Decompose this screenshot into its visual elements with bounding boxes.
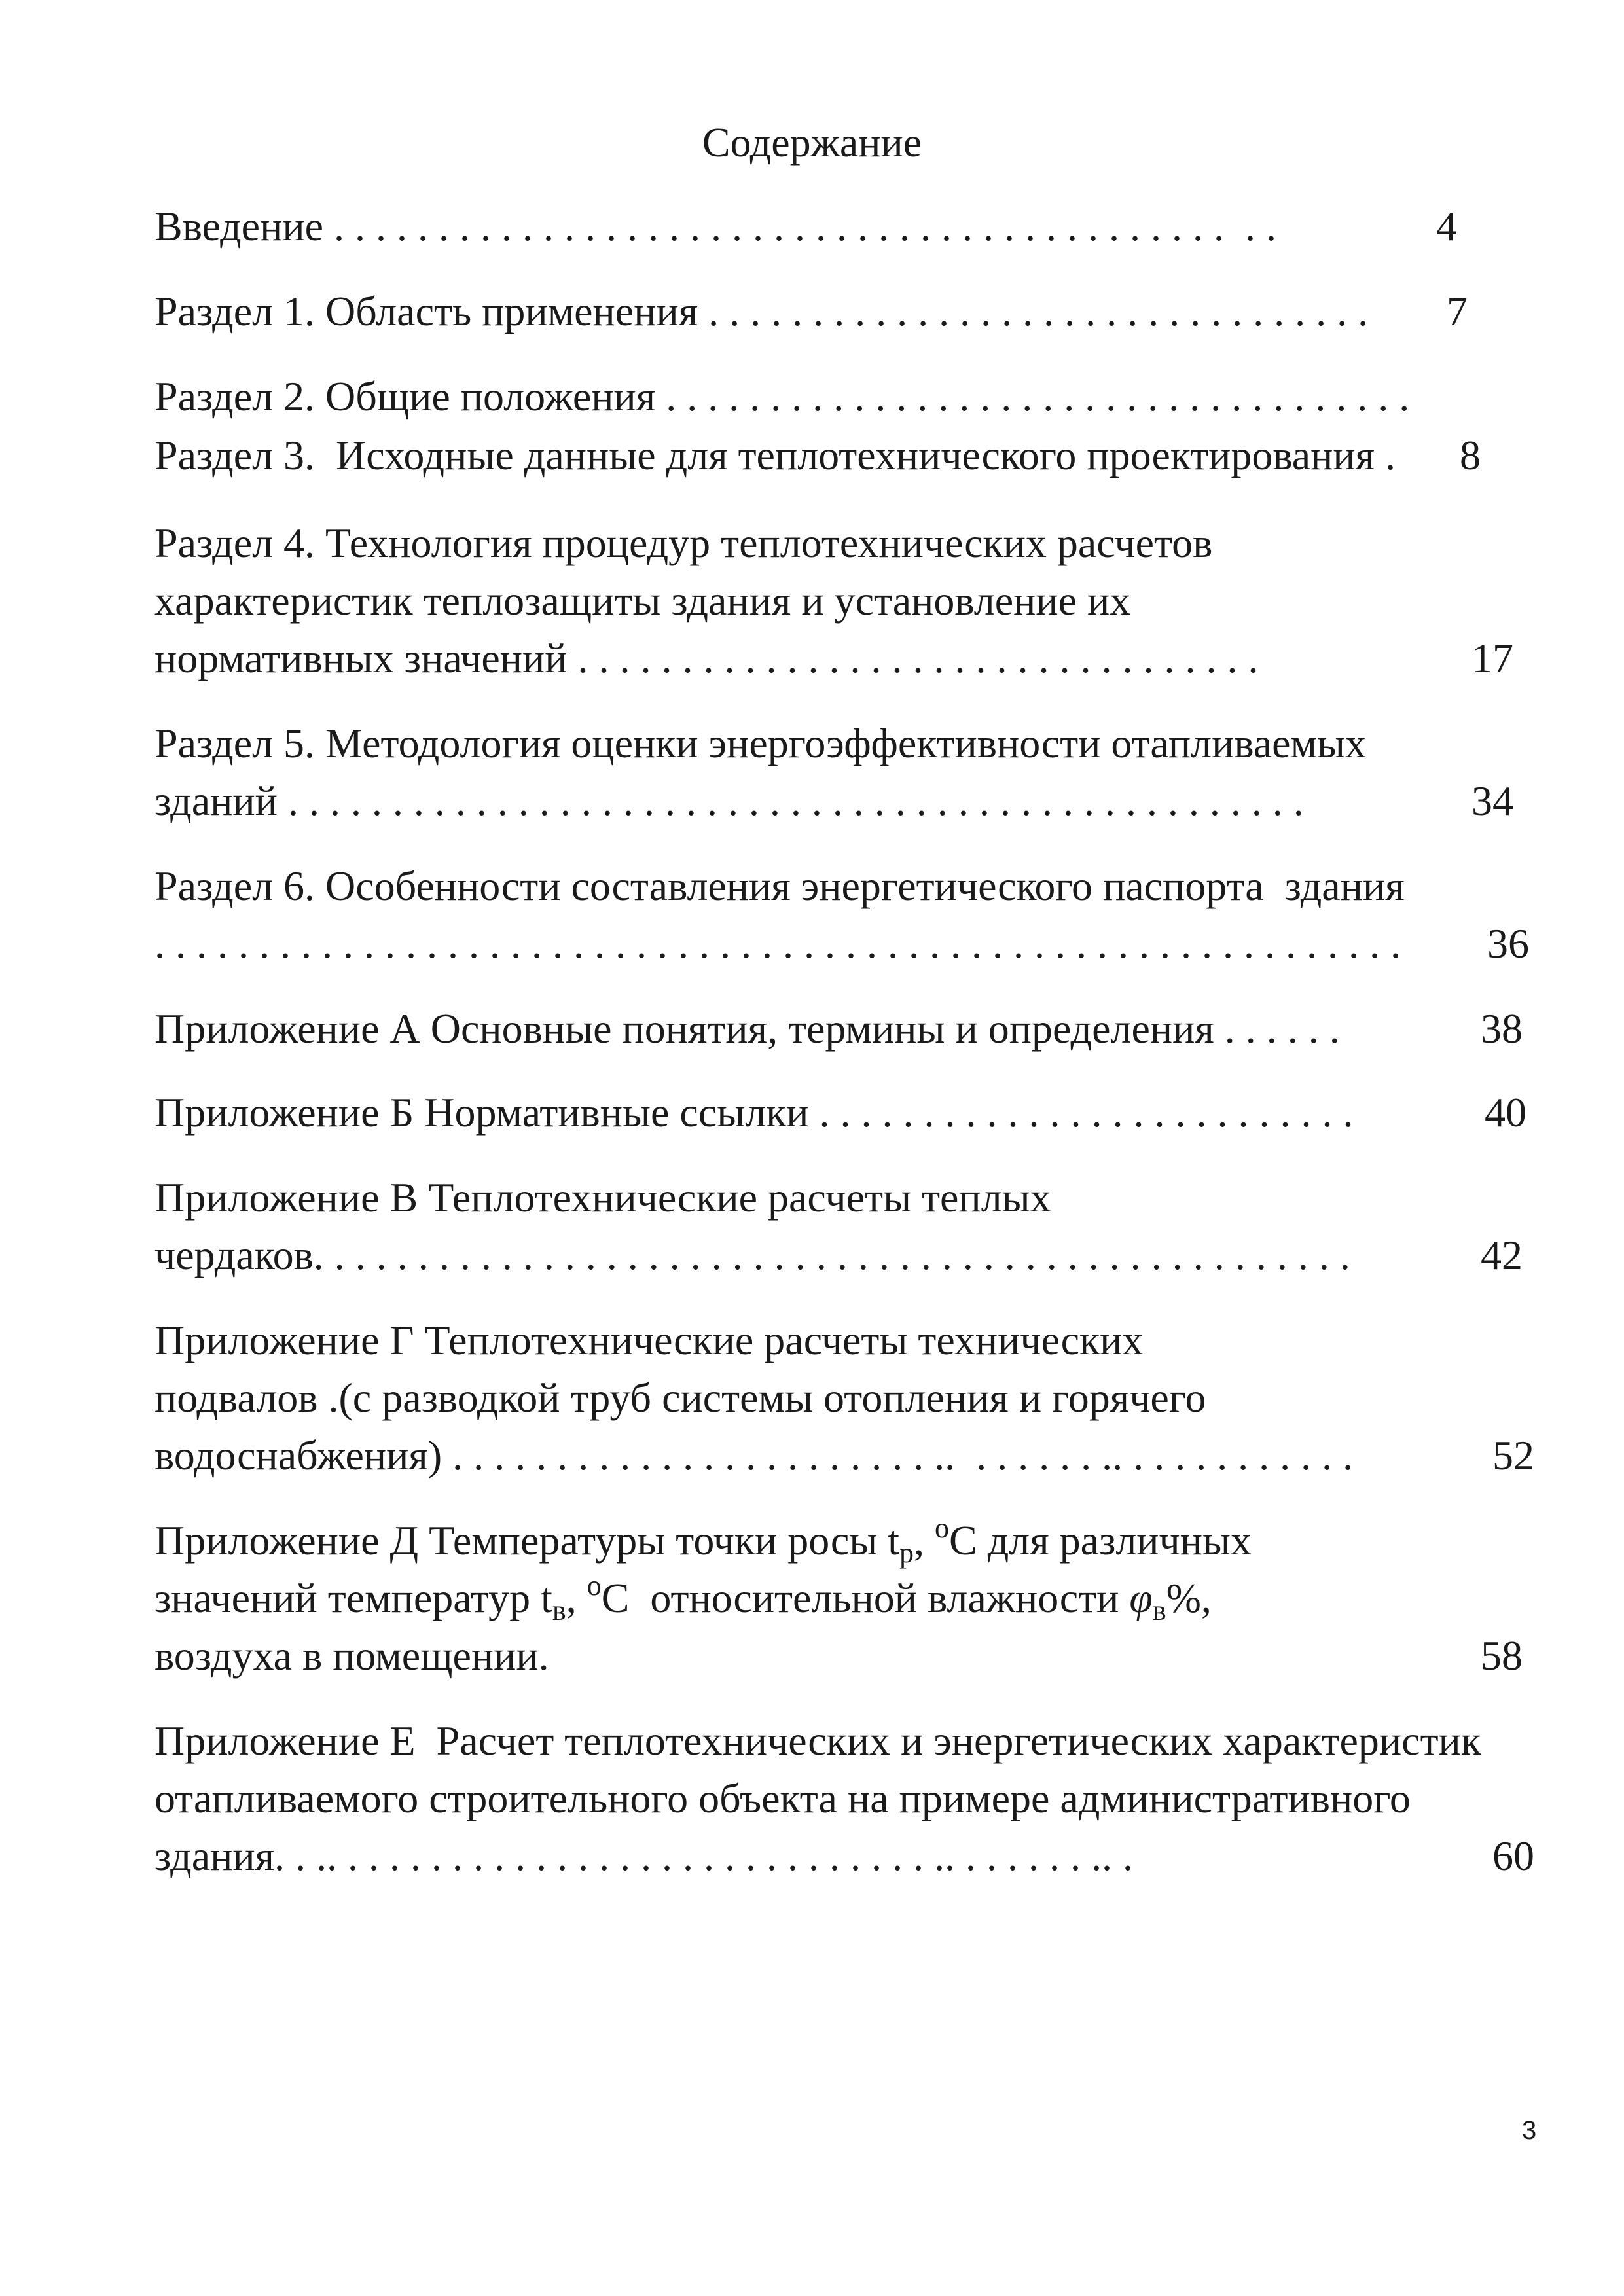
toc-entry-section-3: Раздел 3. Исходные данные для теплотехнического проектирования . (154, 432, 1396, 478)
toc-page-section-1: 7 (1447, 288, 1468, 334)
appendix-d-text-1a: Приложение Д Температуры точки росы t (154, 1517, 900, 1564)
toc-entry-appendix-e-line-1: Приложение Е Расчет теплотехнических и энергетических характеристик (154, 1717, 1481, 1764)
toc-entry-section-5-line-2: зданий . . . . . . . . . . . . . . . . . . . . . . . . . . . . . . . . . . . . . . . . . . . . . . . . . (154, 778, 1304, 824)
toc-entry-appendix-d-line-1 (154, 1512, 1252, 1570)
toc-entry-section-4-line-1: Раздел 4. Технология процедур теплотехнических расчетов (154, 520, 1213, 566)
toc-page-appendix-g: 52 (1492, 1432, 1534, 1479)
toc-entry-appendix-e-line-2: отапливаемого строительного объекта на примере административного (154, 1775, 1411, 1821)
appendix-d-text-2d: %, (1166, 1575, 1212, 1621)
toc-entry-section-6-line-2: . . . . . . . . . . . . . . . . . . . . . . . . . . . . . . . . . . . . . . . . . . . . . . . . . . . . . . . . . . . . (154, 920, 1401, 967)
toc-page-section-5: 34 (1471, 778, 1513, 824)
toc-entry-section-4-line-3: нормативных значений . . . . . . . . . . . . . . . . . . . . . . . . . . . . . . . . . (154, 635, 1259, 681)
toc-entry-appendix-g-line-1: Приложение Г Теплотехнические расчеты технических (154, 1317, 1144, 1363)
appendix-d-text-1c: С для различных (949, 1517, 1252, 1564)
toc-entry-appendix-v-line-1: Приложение В Теплотехнические расчеты теплых (154, 1174, 1051, 1221)
appendix-d-text-2a: значений температур t (154, 1575, 552, 1621)
appendix-d-text-2c: С относительной влажности (601, 1575, 1130, 1621)
toc-entry-appendix-e-line-3: здания. . .. . . . . . . . . . . . . . . . . . . . . . . . . . . . . .. . . . . . . .. . (154, 1833, 1134, 1879)
appendix-d-sup-degree-2: о (586, 1570, 602, 1602)
page-number: 3 (1522, 2116, 1537, 2145)
toc-entry-section-5-line-1: Раздел 5. Методология оценки энергоэффективности отапливаемых (154, 720, 1366, 766)
appendix-d-text-1b: , (914, 1517, 935, 1564)
toc-entry-appendix-g-line-2: подвалов .(с разводкой труб системы отопления и горячего (154, 1374, 1206, 1421)
appendix-d-sub-air: в (552, 1594, 566, 1626)
toc-page-section-3: 8 (1460, 432, 1481, 478)
toc-entry-appendix-g-line-3: водоснабжения) . . . . . . . . . . . . . . . . . . . . . . . .. . . . . . . .. . . . . . . . . . . . (154, 1432, 1354, 1479)
toc-page-appendix-b: 40 (1485, 1089, 1526, 1136)
appendix-d-text-2b: , (566, 1575, 587, 1621)
toc-entry-section-6-line-1: Раздел 6. Особенности составления энергетического паспорта здания (154, 863, 1405, 909)
toc-page-appendix-d: 58 (1481, 1632, 1523, 1679)
toc-entry-section-4-line-2: характеристик теплозащиты здания и установление их (154, 577, 1131, 624)
toc-entry-section-1: Раздел 1. Область применения . . . . . . . . . . . . . . . . . . . . . . . . . . . . . . . . (154, 288, 1369, 334)
appendix-d-sup-degree-1: о (935, 1512, 950, 1544)
appendix-d-sub-dew: р (899, 1537, 914, 1569)
toc-entry-appendix-a: Приложение А Основные понятия, термины и определения . . . . . . (154, 1005, 1340, 1052)
toc-page-appendix-a: 38 (1481, 1005, 1523, 1052)
toc-page-section-6: 36 (1487, 920, 1529, 967)
toc-page-section-4: 17 (1471, 635, 1513, 681)
toc-page-appendix-e: 60 (1492, 1833, 1534, 1879)
toc-entry-section-2: Раздел 2. Общие положения . . . . . . . . . . . . . . . . . . . . . . . . . . . . . . . . . . . . (154, 373, 1410, 420)
toc-page-appendix-v: 42 (1481, 1232, 1523, 1278)
toc-entry-appendix-b: Приложение Б Нормативные ссылки . . . . . . . . . . . . . . . . . . . . . . . . . . (154, 1089, 1354, 1136)
toc-entry-appendix-d-line-2 (154, 1570, 1212, 1627)
toc-entry-intro: Введение . . . . . . . . . . . . . . . . . . . . . . . . . . . . . . . . . . . . . . . . . . . . . (154, 203, 1276, 249)
page-title: Содержание (702, 119, 922, 166)
toc-entry-appendix-v-line-2: чердаков. . . . . . . . . . . . . . . . . . . . . . . . . . . . . . . . . . . . . . . . . . . . . . . . . . (154, 1232, 1350, 1278)
toc-entry-appendix-d-line-3: воздуха в помещении. (154, 1632, 549, 1679)
appendix-d-phi-symbol: φ (1129, 1575, 1153, 1621)
toc-page-intro: 4 (1436, 203, 1457, 249)
appendix-d-sub-phi: в (1152, 1594, 1166, 1626)
